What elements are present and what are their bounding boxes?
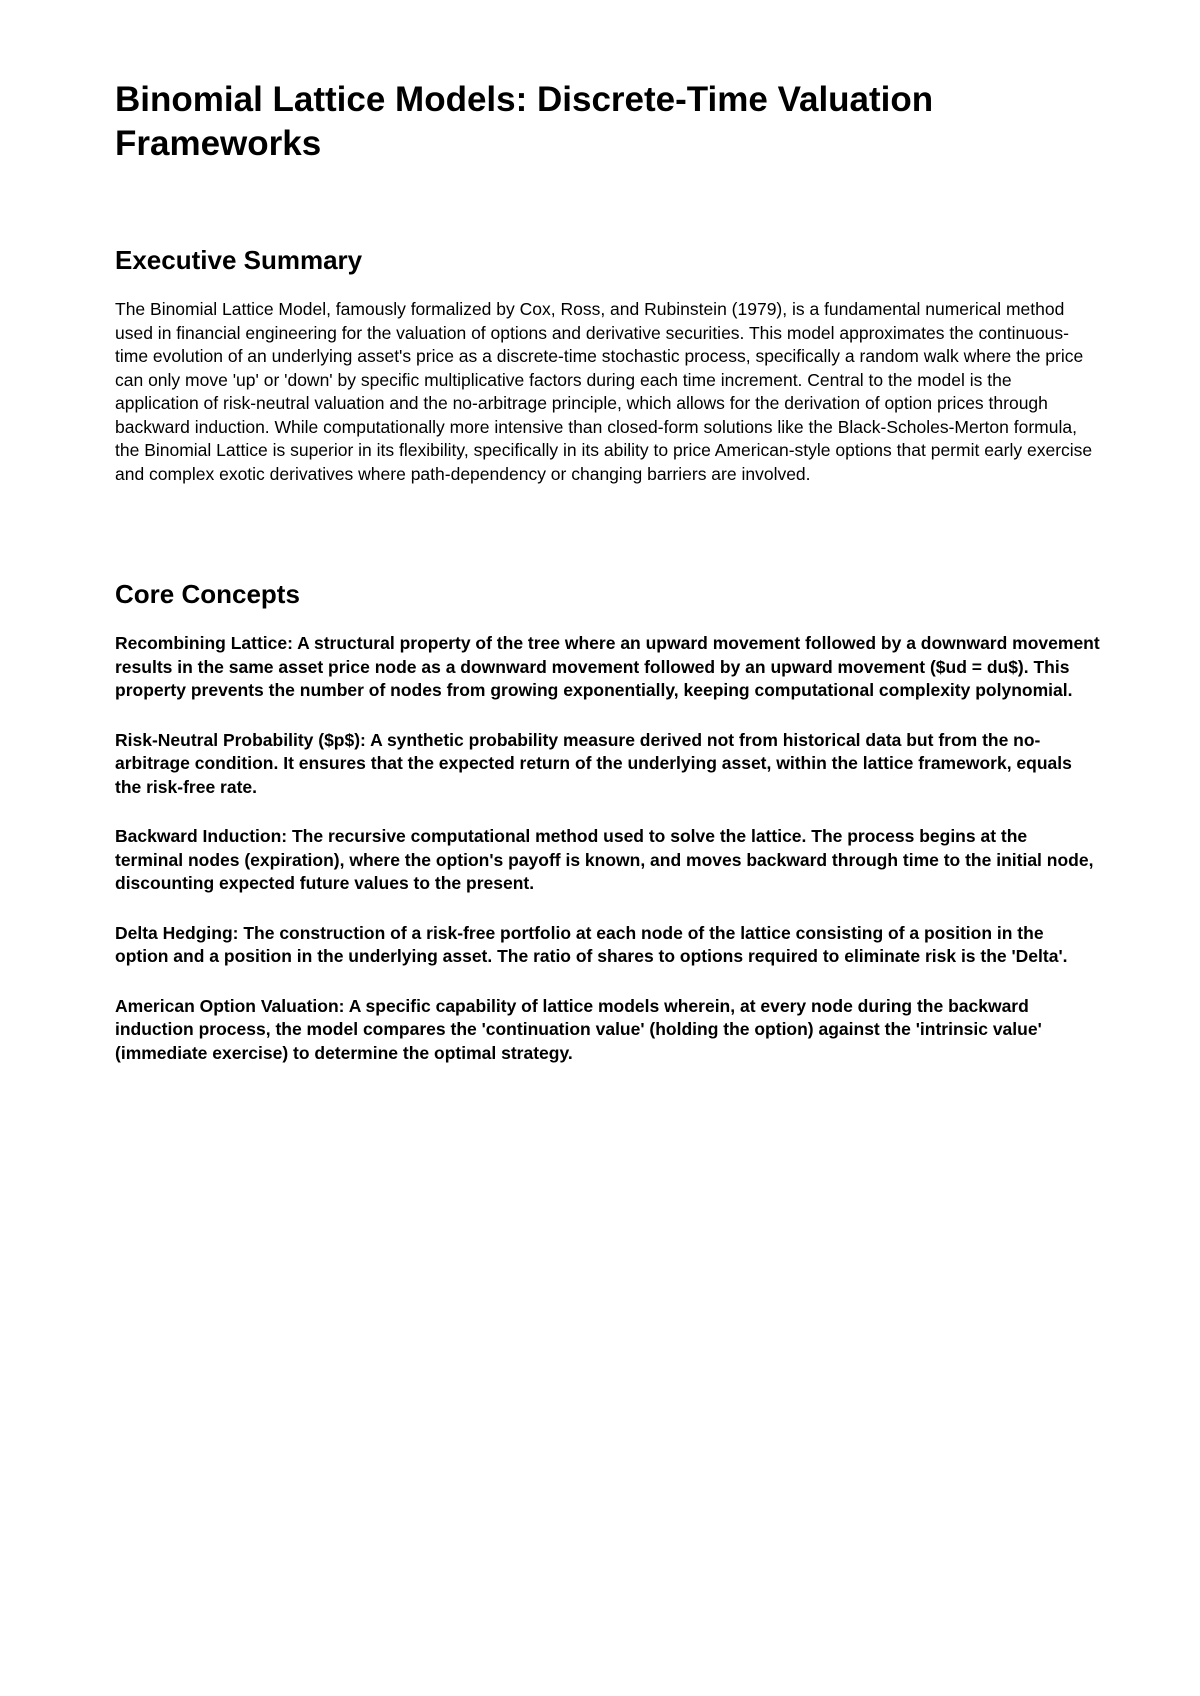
concept-definition: A specific capability of lattice models wherein, at every node during the backward induction process, the model compares the 'continuation value' (holding the option) against the 'intrinsic value' (immediate exercise) to determine the optimal strategy. [115,995,1042,1063]
concept-term: American Option Valuation: [115,995,345,1016]
concept-definition: The recursive computational method used to solve the lattice. The process begins at the terminal nodes (expiration), where the option's payoff is known, and moves backward through time to the initial node, discounting expected future values to the present. [115,826,1094,893]
concept-term: Risk-Neutral Probability ($p$): [115,729,366,750]
concept-term: Delta Hedging: [115,922,239,943]
concept-term: Backward Induction: [115,826,288,846]
executive-summary-heading: Executive Summary [115,245,363,275]
document-title: Binomial Lattice Models: Discrete-Time Valuation Frameworks [115,80,934,163]
concept-definition: The construction of a risk-free portfolio at each node of the lattice consisting of a position in the option and a position in the underlying asset. The ratio of shares to options required to eliminate risk is the 'Delta'. [115,922,1068,966]
concept-definition: A synthetic probability measure derived not from historical data but from the no-arbitrage condition. It ensures that the expected return of the underlying asset, within the lattice framework, equals the risk-free rate. [115,729,1072,797]
core-concepts-heading: Core Concepts [115,579,300,609]
concept-term: Recombining Lattice: [115,633,293,653]
concept-definition: A structural property of the tree where an upward movement followed by a downward movement results in the same asset price node as a downward movement followed by an upward movement ($ud = du$). This property prevents the number of nodes from growing exponentially, keeping computational complexity polynomial. [115,633,1100,700]
concept-recombining-lattice [115,632,1100,703]
concept-backward-induction [115,825,1100,896]
executive-summary-text: The Binomial Lattice Model, famously formalized by Cox, Ross, and Rubinstein (1979), is a fundamental numerical method used in financial engineering for the valuation of options and derivative securities. This model approximates the continuous-time evolution of an underlying asset's price as a discrete-time stochastic process, specifically a random walk where the price can only move 'up' or 'down' by specific multiplicative factors during each time increment. Central to the model is the application of risk-neutral valuation and the no-arbitrage principle, which allows for the derivation of option prices through backward induction. While computationally more intensive than closed-form solutions like the Black-Scholes-Merton formula, the Binomial Lattice is superior in its flexibility, specifically in its ability to price American-style options that permit early exercise and complex exotic derivatives where path-dependency or changing barriers are involved. [115,299,1093,484]
concept-risk-neutral-probability [115,729,1100,800]
document-page [115,78,1100,1091]
concept-delta-hedging [115,922,1100,969]
concept-american-option-valuation [115,995,1100,1066]
core-concepts-list [115,632,1100,1065]
